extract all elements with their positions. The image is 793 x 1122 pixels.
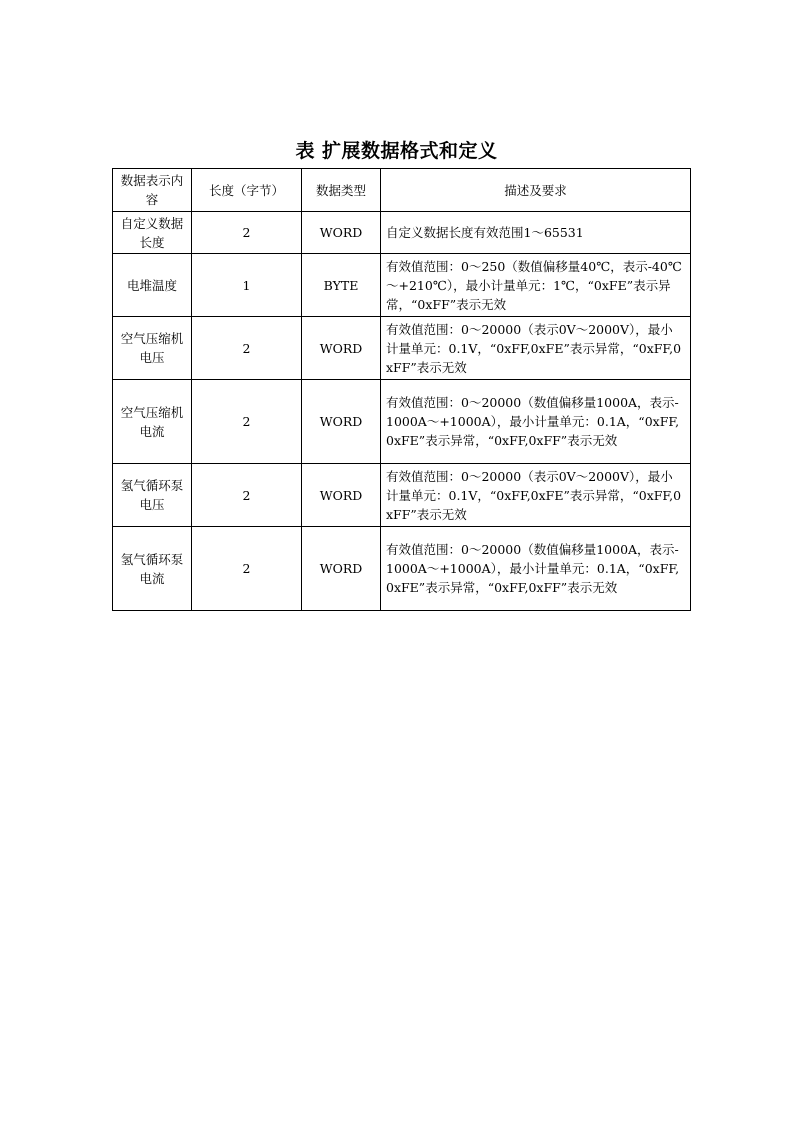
cell-type: BYTE (302, 254, 381, 317)
table-title: 表 扩展数据格式和定义 (295, 140, 498, 162)
cell-description: 有效值范围：0～20000（表示0V～2000V），最小计量单元：0.1V，“0xFF,0xFE”表示异常，“0xFF,0xFF”表示无效 (381, 317, 691, 380)
cell-description: 有效值范围：0～20000（数值偏移量1000A，表示-1000A～+1000A），最小计量单元：0.1A，“0xFF,0xFE”表示异常，“0xFF,0xFF”表示无效 (381, 527, 691, 611)
table-row (113, 464, 691, 527)
cell-description: 自定义数据长度有效范围1～65531 (381, 212, 691, 254)
header-length: 长度（字节） (192, 169, 302, 212)
cell-length: 2 (192, 212, 302, 254)
cell-length: 2 (192, 317, 302, 380)
cell-name: 氢气循环泵电压 (113, 464, 192, 527)
table-row (113, 254, 691, 317)
cell-type: WORD (302, 527, 381, 611)
cell-length: 2 (192, 464, 302, 527)
table-row (113, 212, 691, 254)
cell-length: 1 (192, 254, 302, 317)
cell-description: 有效值范围：0～250（数值偏移量40℃，表示-40℃～+210℃），最小计量单元：1℃，“0xFE”表示异常，“0xFF”表示无效 (381, 254, 691, 317)
cell-type: WORD (302, 212, 381, 254)
cell-type: WORD (302, 380, 381, 464)
cell-name: 自定义数据长度 (113, 212, 192, 254)
cell-description: 有效值范围：0～20000（数值偏移量1000A，表示-1000A～+1000A），最小计量单元：0.1A，“0xFF,0xFE”表示异常，“0xFF,0xFF”表示无效 (381, 380, 691, 464)
cell-name: 电堆温度 (113, 254, 192, 317)
cell-length: 2 (192, 380, 302, 464)
cell-length: 2 (192, 527, 302, 611)
cell-name: 空气压缩机电压 (113, 317, 192, 380)
table-row (113, 380, 691, 464)
cell-name: 氢气循环泵电流 (113, 527, 192, 611)
table-row (113, 317, 691, 380)
header-data-type: 数据类型 (302, 169, 381, 212)
extended-data-format-table (112, 168, 691, 611)
cell-type: WORD (302, 317, 381, 380)
cell-name: 空气压缩机电流 (113, 380, 192, 464)
cell-description: 有效值范围：0～20000（表示0V～2000V），最小计量单元：0.1V，“0xFF,0xFE”表示异常，“0xFF,0xFF”表示无效 (381, 464, 691, 527)
header-data-content: 数据表示内容 (113, 169, 192, 212)
cell-type: WORD (302, 464, 381, 527)
table-row (113, 527, 691, 611)
header-description: 描述及要求 (381, 169, 691, 212)
table-header-row (113, 169, 691, 212)
